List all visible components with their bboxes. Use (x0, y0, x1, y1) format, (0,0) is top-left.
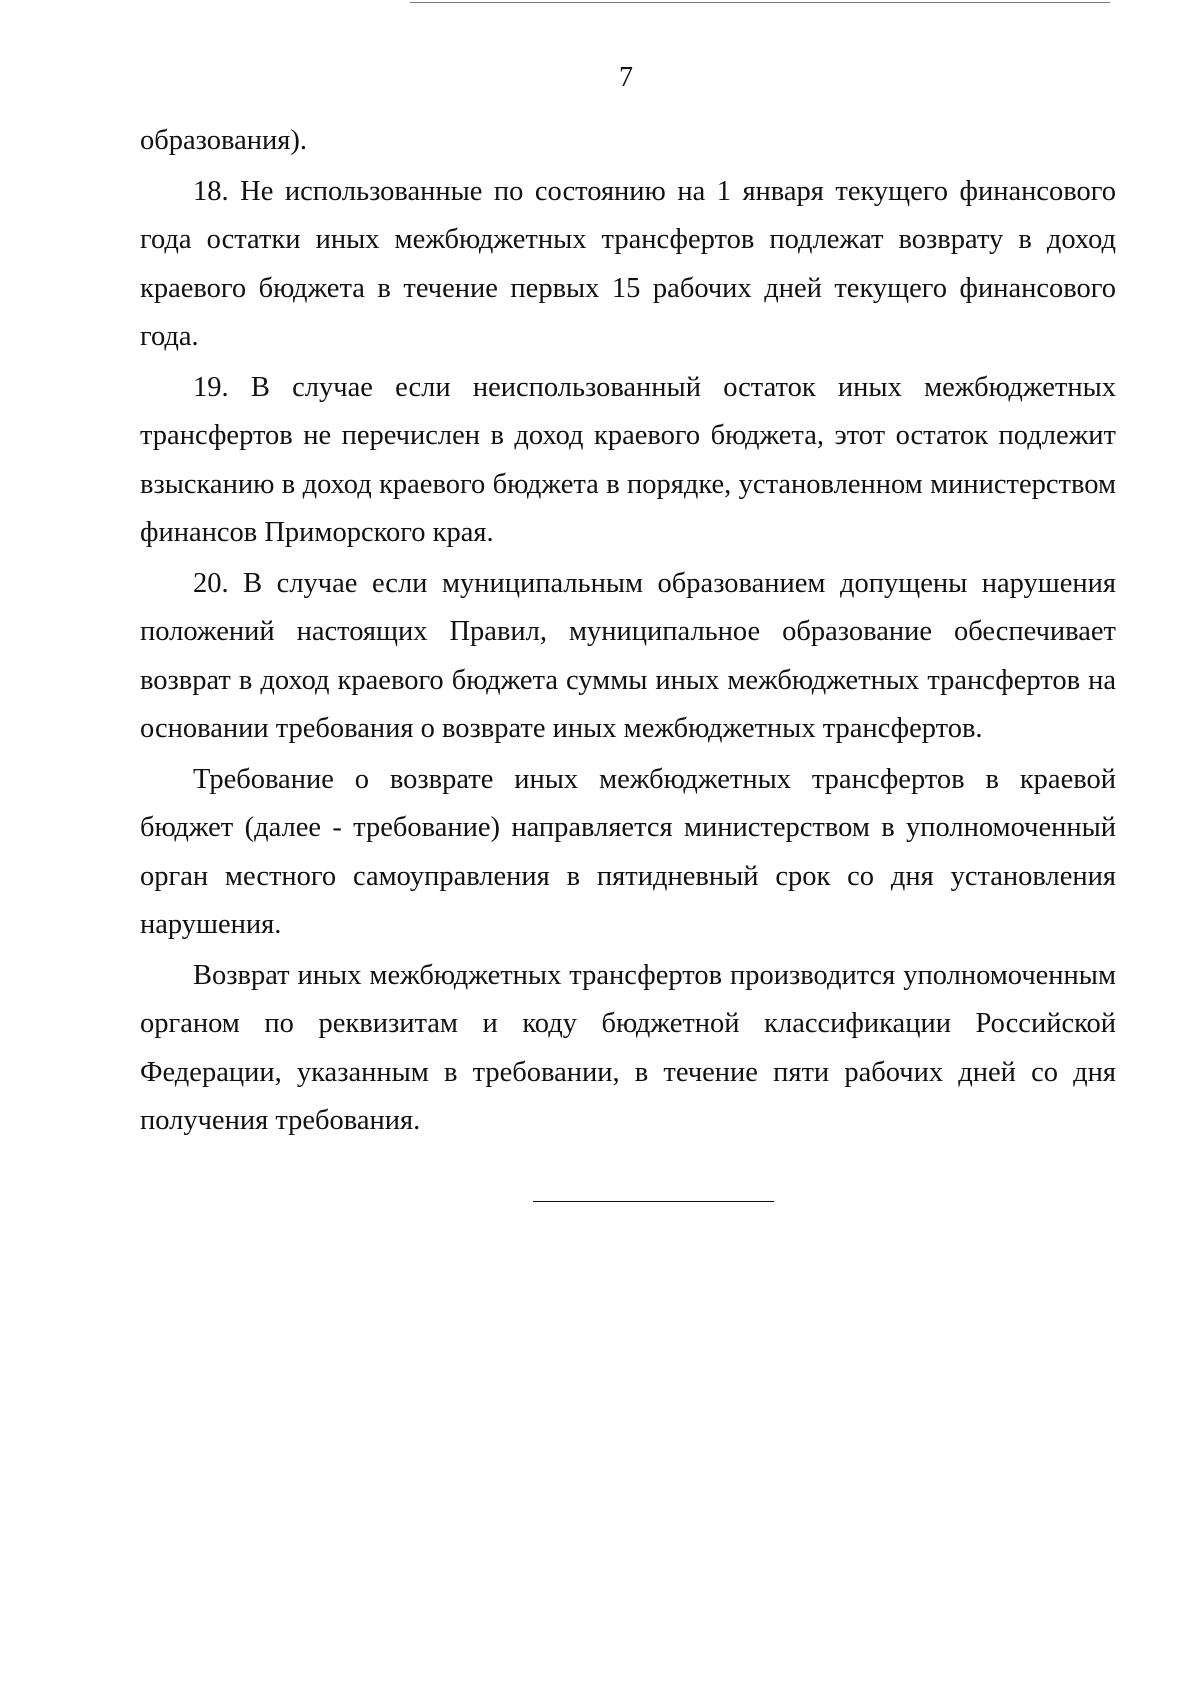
document-body (140, 117, 1116, 1148)
paragraph-20: 20. В случае если муниципальным образованием допущены нарушения положений настоящих Правил, муниципальное образование обеспечивает возврат в доход краевого бюджета суммы иных межбюджетных трансфертов на основании требования о возврате иных межбюджетных трансфертов. (140, 567, 1116, 744)
page-number: 7 (619, 62, 633, 93)
paragraph-18: 18. Не использованные по состоянию на 1 января текущего финансового года остатки иных межбюджетных трансфертов подлежат возврату в доход краевого бюджета в течение первых 15 рабочих дней текущего финансового года. (140, 175, 1116, 352)
paragraph-19: 19. В случае если неиспользованный остаток иных межбюджетных трансфертов не перечислен в доход краевого бюджета, этот остаток подлежит взысканию в доход краевого бюджета в порядке, установленном министерством финансов Приморского края. (140, 371, 1116, 548)
paragraph-demand: Требование о возврате иных межбюджетных трансфертов в краевой бюджет (далее - требование) направляется министерством в уполномоченный орган местного самоуправления в пятидневный срок со дня установления нарушения. (140, 763, 1116, 940)
scan-top-edge-line (410, 2, 1110, 3)
paragraph-refund: Возврат иных межбюджетных трансфертов производится уполномоченным органом по реквизитам и коду бюджетной классификации Российской Федерации, указанным в требовании, в течение пяти рабочих дней со дня получения требования. (140, 959, 1116, 1136)
paragraph-continuation: образования). (140, 125, 307, 156)
end-of-document-line (533, 1201, 774, 1202)
